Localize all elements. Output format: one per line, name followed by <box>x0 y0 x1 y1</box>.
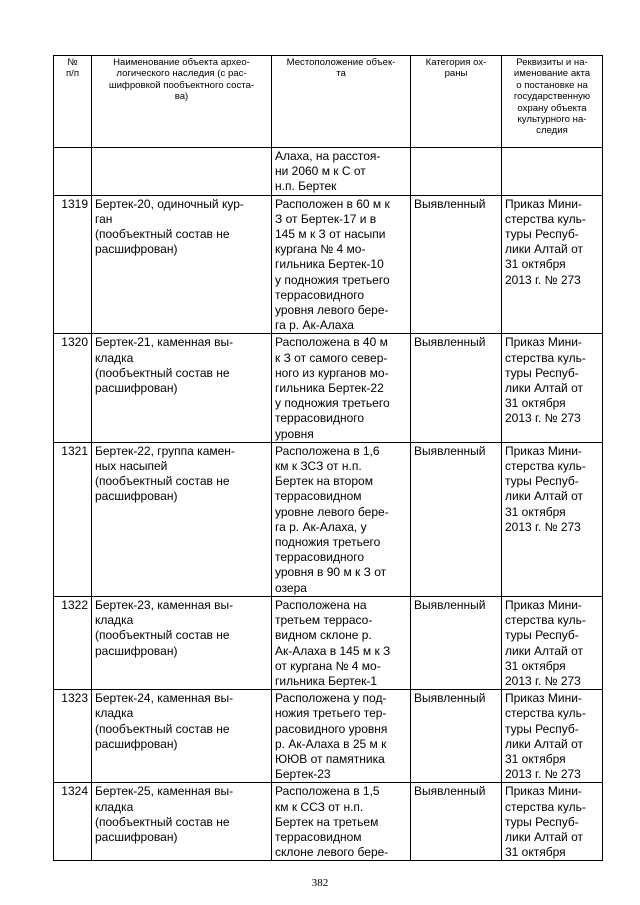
cell-object-name-text: Бертек-20, одиночный кур- ган (пообъектный состав не расшифрован) <box>95 196 244 257</box>
heritage-registry-table <box>53 55 603 861</box>
cell-location <box>272 442 411 596</box>
cell-object-name-text: Бертек-21, каменная вы- кладка (пообъектный состав не расшифрован) <box>95 335 234 396</box>
cell-category-text: Выявленный <box>414 597 486 612</box>
cell-object-name <box>92 148 272 196</box>
cell-number <box>54 148 92 196</box>
cell-act <box>502 690 603 783</box>
cell-object-name-text: Бертек-22, группа камен- ных насыпей (пообъектный состав не расшифрован) <box>95 443 235 504</box>
cell-category <box>411 334 502 442</box>
cell-number-text: 1319 <box>61 196 88 211</box>
cell-object-name-text: Бертек-25, каменная вы- кладка (пообъектный состав не расшифрован) <box>95 784 234 844</box>
header-number: № п/п <box>54 56 92 148</box>
cell-location-text: Расположена в 40 м к З от самого север- ного из курганов мо- гильника Бертек-22 у подножия третьего террасовидного уровня <box>275 335 390 441</box>
cell-object-name <box>92 783 272 861</box>
cell-number-text: 1321 <box>61 443 88 458</box>
cell-location-text: Расположена на третьем террасо- видном склоне р. Ак-Алаха в 145 м к З от кургана № 4 мо- гильника Бертек-1 <box>275 597 391 688</box>
cell-category <box>411 783 502 861</box>
cell-category-text: Выявленный <box>414 335 486 350</box>
cell-object-name <box>92 334 272 442</box>
cell-act <box>502 783 603 861</box>
cell-location-text: Расположена в 1,5 км к ССЗ от н.п. Бертек на третьем террасовидном склоне левого бере- <box>275 784 389 860</box>
table-header-row <box>54 56 603 148</box>
cell-location <box>272 783 411 861</box>
cell-act <box>502 442 603 596</box>
cell-category <box>411 148 502 196</box>
cell-number-text: 1324 <box>61 784 88 799</box>
cell-number-text: 1322 <box>61 597 88 612</box>
cell-category-text: Выявленный <box>414 443 486 458</box>
cell-object-name-text: Бертек-23, каменная вы- кладка (пообъектный состав не расшифрован) <box>95 597 234 658</box>
cell-category-text: Выявленный <box>414 691 486 706</box>
table-row-continuation <box>54 148 603 196</box>
header-protection-category: Категория ох- раны <box>411 56 502 148</box>
cell-number <box>54 442 92 596</box>
cell-location <box>272 690 411 783</box>
cell-number-text: 1323 <box>61 691 88 706</box>
cell-act-text: Приказ Мини- стерства куль- туры Респуб- лики Алтай от 31 октября 2013 г. № 273 <box>505 196 586 287</box>
cell-category-text: Выявленный <box>414 196 486 211</box>
cell-category <box>411 690 502 783</box>
cell-location <box>272 195 411 334</box>
cell-act <box>502 195 603 334</box>
cell-object-name <box>92 442 272 596</box>
cell-act <box>502 596 603 689</box>
cell-number <box>54 596 92 689</box>
cell-object-name-text: Бертек-24, каменная вы- кладка (пообъектный состав не расшифрован) <box>95 691 234 751</box>
table-row <box>54 783 603 861</box>
table-row <box>54 442 603 596</box>
table-row <box>54 195 603 334</box>
cell-act-text: Приказ Мини- стерства куль- туры Респуб- лики Алтай от 31 октября 2013 г. № 273 <box>505 335 586 426</box>
cell-act-text: Приказ Мини- стерства куль- туры Респуб- лики Алтай от 31 октября 2013 г. № 273 <box>505 691 586 782</box>
cell-act <box>502 148 603 196</box>
cell-act <box>502 334 603 442</box>
cell-location-text: Расположена в 1,6 км к ЗСЗ от н.п. Бертек на втором террасовидном уровне левого бере- га р. Ак-Алаха, у подножия третьего террасовидного уровня в 90 м к З от озера <box>275 443 389 595</box>
table-row <box>54 334 603 442</box>
cell-category <box>411 195 502 334</box>
cell-object-name <box>92 690 272 783</box>
cell-location-text: Расположен в 60 м к З от Бертек-17 и в 145 м к З от насыпи кургана № 4 мо- гильника Бертек-10 у подножия третьего террасовидного уровня левого бере- га р. Ак-Алаха <box>275 196 390 333</box>
cell-number <box>54 195 92 334</box>
cell-location-text: Расположена у под- ножия третьего тер- расовидного уровня р. Ак-Алаха в 25 м к ЮЮВ от памятника Бертек-23 <box>275 691 388 782</box>
header-object-name: Наименование объекта архео- логического наследия (с рас- шифровкой пообъектного соста- ва) <box>92 56 272 148</box>
cell-category <box>411 442 502 596</box>
cell-number <box>54 334 92 442</box>
cell-location: Алаха, на расстоя- ни 2060 м к С от н.п. Бертек <box>272 148 411 196</box>
header-act-details: Реквизиты и на- именование акта о постановке на государственную охрану объекта культурного на- следия <box>502 56 603 148</box>
cell-location <box>272 334 411 442</box>
cell-number <box>54 783 92 861</box>
cell-category <box>411 596 502 689</box>
header-location: Местоположение объек- та <box>272 56 411 148</box>
cell-object-name <box>92 195 272 334</box>
cell-object-name <box>92 596 272 689</box>
cell-act-text: Приказ Мини- стерства куль- туры Респуб- лики Алтай от 31 октября <box>505 784 586 860</box>
table-row <box>54 690 603 783</box>
cell-location <box>272 596 411 689</box>
table-rows <box>54 195 603 861</box>
cell-category-text: Выявленный <box>414 784 486 799</box>
page-number: 382 <box>311 877 329 889</box>
cell-number <box>54 690 92 783</box>
cell-number-text: 1320 <box>61 335 88 350</box>
cell-act-text: Приказ Мини- стерства куль- туры Респуб- лики Алтай от 31 октября 2013 г. № 273 <box>505 597 586 688</box>
cell-act-text: Приказ Мини- стерства куль- туры Респуб- лики Алтай от 31 октября 2013 г. № 273 <box>505 443 586 534</box>
table-row <box>54 596 603 689</box>
